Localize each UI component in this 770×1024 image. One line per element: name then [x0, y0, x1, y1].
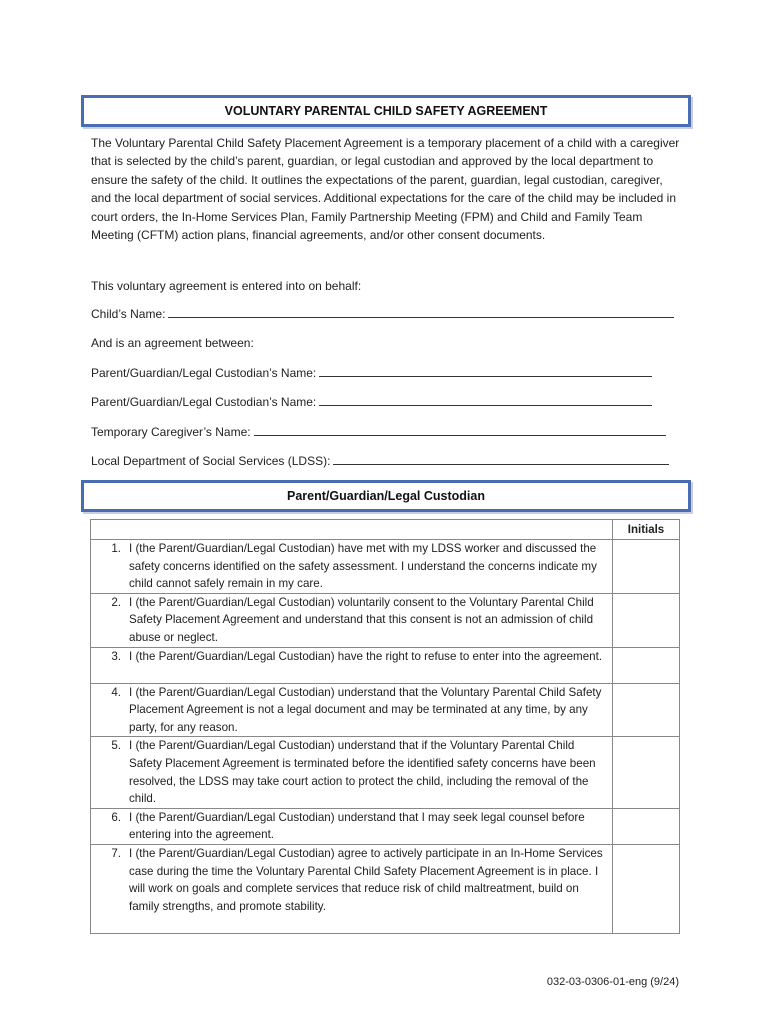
pglc-name-blank-1[interactable]: [319, 365, 652, 377]
pglc-name-label-2: Parent/Guardian/Legal Custodian’s Name:: [91, 395, 317, 409]
ldss-field[interactable]: [91, 453, 669, 468]
ldss-blank[interactable]: [333, 453, 669, 465]
initials-box[interactable]: [613, 647, 680, 683]
child-name-label: Child’s Name:: [91, 307, 166, 321]
item-number: 4.: [111, 685, 121, 699]
table-row: [91, 737, 680, 808]
pglc-name-field-2[interactable]: [91, 394, 652, 409]
item-text: I (the Parent/Guardian/Legal Custodian) understand that the Voluntary Parental Child Safety Placement Agreement is not a legal document and may be terminated at any time, by any party, for any reason.: [129, 685, 602, 734]
item-text: I (the Parent/Guardian/Legal Custodian) understand that if the Voluntary Parental Child Safety Placement Agreement is terminated before the identified safety concerns have been resolved, the LDSS may take court action to protect the child, including the removal of the child.: [129, 739, 596, 806]
agreement-title: [81, 95, 691, 127]
agreement-title-text: VOLUNTARY PARENTAL CHILD SAFETY AGREEMENT: [224, 104, 548, 118]
table-row: [91, 808, 680, 844]
child-name-blank[interactable]: [168, 306, 674, 318]
section-title-text: Parent/Guardian/Legal Custodian: [287, 489, 485, 503]
intro-paragraph: The Voluntary Parental Child Safety Placement Agreement is a temporary placement of a child with a caregiver that is selected by the child’s parent, guardian, or legal custodian and approved by the local department to ensure the safety of the child. It outlines the expectations of the parent, guardian, legal custodian, caregiver, and the local department of social services. Additional expectations for the care of the child may be included in court orders, the In-Home Services Plan, Family Partnership Meeting (FPM) and Child and Family Team Meeting (CFTM) action plans, financial agreements, and/or other consent documents.: [91, 136, 680, 243]
pglc-name-field-1[interactable]: [91, 365, 652, 380]
caregiver-name-blank[interactable]: [254, 424, 666, 436]
item-number: 3.: [111, 649, 121, 663]
item-text: I (the Parent/Guardian/Legal Custodian) voluntarily consent to the Voluntary Parental Child Safety Placement Agreement and understand that this consent is not an admission of child abuse or neglect.: [129, 595, 594, 644]
caregiver-name-label: Temporary Caregiver’s Name:: [91, 425, 251, 439]
table-row: [91, 647, 680, 683]
initials-box[interactable]: [613, 844, 680, 933]
initials-box[interactable]: [613, 683, 680, 737]
initials-box[interactable]: [613, 737, 680, 808]
statement-header-cell: [91, 520, 613, 540]
item-text: I (the Parent/Guardian/Legal Custodian) have met with my LDSS worker and discussed the safety concerns identified on the safety assessment. I understand the concerns indicate my child cannot safely remain in my care.: [129, 542, 597, 591]
between-text: [91, 336, 254, 350]
child-name-field[interactable]: [91, 306, 674, 321]
table-row: [91, 683, 680, 737]
caregiver-name-field[interactable]: [91, 424, 666, 439]
table-row: [91, 593, 680, 647]
item-number: 7.: [111, 846, 121, 860]
section-title: [81, 480, 691, 512]
pglc-name-label-1: Parent/Guardian/Legal Custodian’s Name:: [91, 366, 317, 380]
item-text: I (the Parent/Guardian/Legal Custodian) understand that I may seek legal counsel before entering into the agreement.: [129, 810, 585, 842]
table-row: [91, 844, 680, 933]
item-text: I (the Parent/Guardian/Legal Custodian) agree to actively participate in an In-Home Services case during the time the Voluntary Parental Child Safety Placement Agreement is in place. I will work on goals and complete services that reduce risk of child maltreatment, build on family strengths, and promote stability.: [129, 846, 603, 913]
initials-box[interactable]: [613, 593, 680, 647]
acknowledgement-table: [90, 519, 680, 934]
table-row: [91, 540, 680, 594]
initials-box[interactable]: [613, 540, 680, 594]
form-number: 032-03-0306-01-eng (9/24): [546, 976, 679, 988]
ldss-label: Local Department of Social Services (LDSS):: [91, 454, 331, 468]
item-number: 6.: [111, 810, 121, 824]
item-number: 2.: [111, 595, 121, 609]
item-text: I (the Parent/Guardian/Legal Custodian) have the right to refuse to enter into the agreement.: [129, 649, 603, 663]
pglc-name-blank-2[interactable]: [319, 394, 652, 406]
initials-box[interactable]: [613, 808, 680, 844]
item-number: 1.: [111, 542, 121, 555]
behalf-text: This voluntary agreement is entered into on behalf:: [91, 279, 362, 293]
item-number: 5.: [111, 739, 121, 753]
between-label: And is an agreement between:: [91, 336, 254, 350]
table-header-row: [91, 520, 680, 540]
initials-header: Initials: [613, 520, 680, 540]
